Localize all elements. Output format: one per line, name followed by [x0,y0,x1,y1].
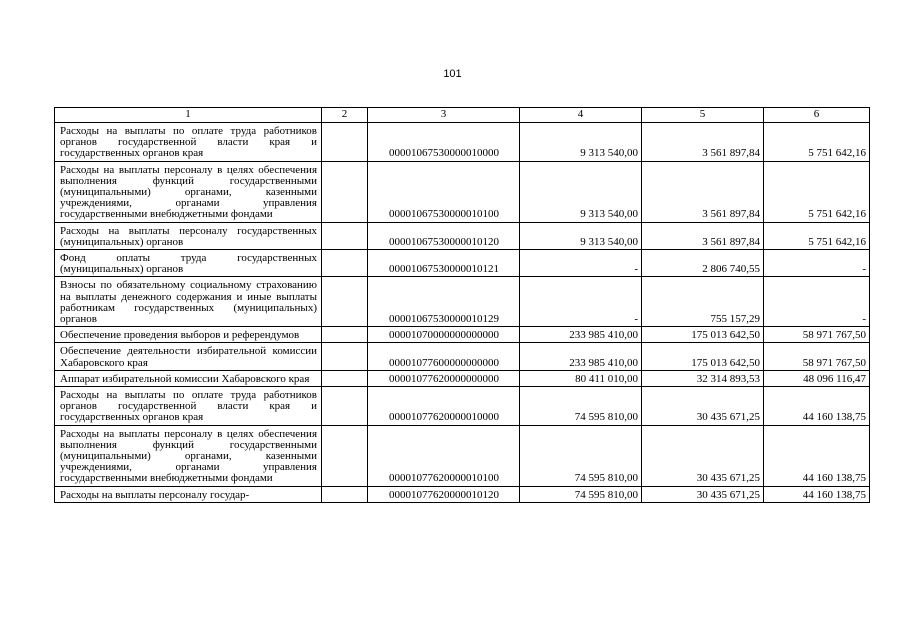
row-code: 00001067530000010120 [368,222,520,249]
row-value-6: 44 160 138,75 [764,425,870,486]
row-col2 [322,327,368,343]
row-col2 [322,277,368,327]
row-code: 00001077620000000000 [368,370,520,386]
row-code: 00001067530000010100 [368,161,520,222]
row-value-4: 9 313 540,00 [520,222,642,249]
row-code: 00001067530000010000 [368,123,520,162]
table-row [55,343,870,370]
row-value-4: - [520,277,642,327]
table-row [55,486,870,502]
row-value-5: 2 806 740,55 [642,250,764,277]
row-value-4: 233 985 410,00 [520,343,642,370]
table-row [55,327,870,343]
column-header: 2 [322,108,368,123]
row-value-6: 58 971 767,50 [764,327,870,343]
page-number: 101 [443,68,462,80]
row-code: 00001077620000010000 [368,387,520,426]
row-value-5: 3 561 897,84 [642,161,764,222]
row-value-4: 74 595 810,00 [520,387,642,426]
row-value-4: 74 595 810,00 [520,425,642,486]
row-value-4: 9 313 540,00 [520,123,642,162]
row-value-6: 5 751 642,16 [764,161,870,222]
row-description: Обеспечение проведения выборов и референдумов [55,327,322,343]
row-description: Взносы по обязательному социальному страхованию на выплаты денежного содержания и иные выплаты работникам государственных (муниципальных) органов [55,277,322,327]
row-value-4: 9 313 540,00 [520,161,642,222]
row-value-5: 30 435 671,25 [642,425,764,486]
row-value-6: - [764,250,870,277]
row-value-5: 30 435 671,25 [642,486,764,502]
row-value-6: 5 751 642,16 [764,123,870,162]
column-header: 4 [520,108,642,123]
row-description: Расходы на выплаты персоналу в целях обеспечения выполнения функций государственными (муниципальными) органами, казенными учреждениями, органами управления государственными внебюджетными фондами [55,425,322,486]
row-col2 [322,343,368,370]
row-col2 [322,250,368,277]
row-description: Фонд оплаты труда государственных (муниципальных) органов [55,250,322,277]
table-header-row [55,108,870,123]
row-col2 [322,123,368,162]
table-row [55,161,870,222]
row-code: 00001077620000010100 [368,425,520,486]
row-value-5: 3 561 897,84 [642,222,764,249]
budget-table [54,107,870,503]
row-value-4: - [520,250,642,277]
row-code: 00001067530000010121 [368,250,520,277]
row-description: Расходы на выплаты по оплате труда работников органов государственной власти края и государственных органов края [55,387,322,426]
row-col2 [322,387,368,426]
row-value-6: 58 971 767,50 [764,343,870,370]
row-value-6: - [764,277,870,327]
row-code: 00001067530000010129 [368,277,520,327]
row-description: Расходы на выплаты персоналу государственных (муниципальных) органов [55,222,322,249]
row-description: Аппарат избирательной комиссии Хабаровского края [55,370,322,386]
row-col2 [322,425,368,486]
table-row [55,277,870,327]
row-value-5: 175 013 642,50 [642,327,764,343]
row-value-5: 175 013 642,50 [642,343,764,370]
column-header: 6 [764,108,870,123]
row-value-4: 74 595 810,00 [520,486,642,502]
row-value-6: 48 096 116,47 [764,370,870,386]
row-code: 00001070000000000000 [368,327,520,343]
table-row [55,222,870,249]
table-row [55,425,870,486]
row-description: Расходы на выплаты по оплате труда работников органов государственной власти края и государственных органов края [55,123,322,162]
row-value-6: 44 160 138,75 [764,486,870,502]
row-value-5: 755 157,29 [642,277,764,327]
column-header: 5 [642,108,764,123]
row-description: Расходы на выплаты персоналу государ- [55,486,322,502]
row-value-6: 5 751 642,16 [764,222,870,249]
table-row [55,387,870,426]
row-value-5: 3 561 897,84 [642,123,764,162]
row-col2 [322,222,368,249]
table-row [55,250,870,277]
row-value-4: 80 411 010,00 [520,370,642,386]
row-value-6: 44 160 138,75 [764,387,870,426]
column-header: 3 [368,108,520,123]
row-value-4: 233 985 410,00 [520,327,642,343]
row-description: Обеспечение деятельности избирательной комиссии Хабаровского края [55,343,322,370]
row-description: Расходы на выплаты персоналу в целях обеспечения выполнения функций государственными (муниципальными) органами, казенными учреждениями, органами управления государственными внебюджетными фондами [55,161,322,222]
table-row [55,370,870,386]
row-code: 00001077600000000000 [368,343,520,370]
row-col2 [322,370,368,386]
column-header: 1 [55,108,322,123]
table-row [55,123,870,162]
row-col2 [322,161,368,222]
row-value-5: 30 435 671,25 [642,387,764,426]
row-col2 [322,486,368,502]
row-code: 00001077620000010120 [368,486,520,502]
row-value-5: 32 314 893,53 [642,370,764,386]
